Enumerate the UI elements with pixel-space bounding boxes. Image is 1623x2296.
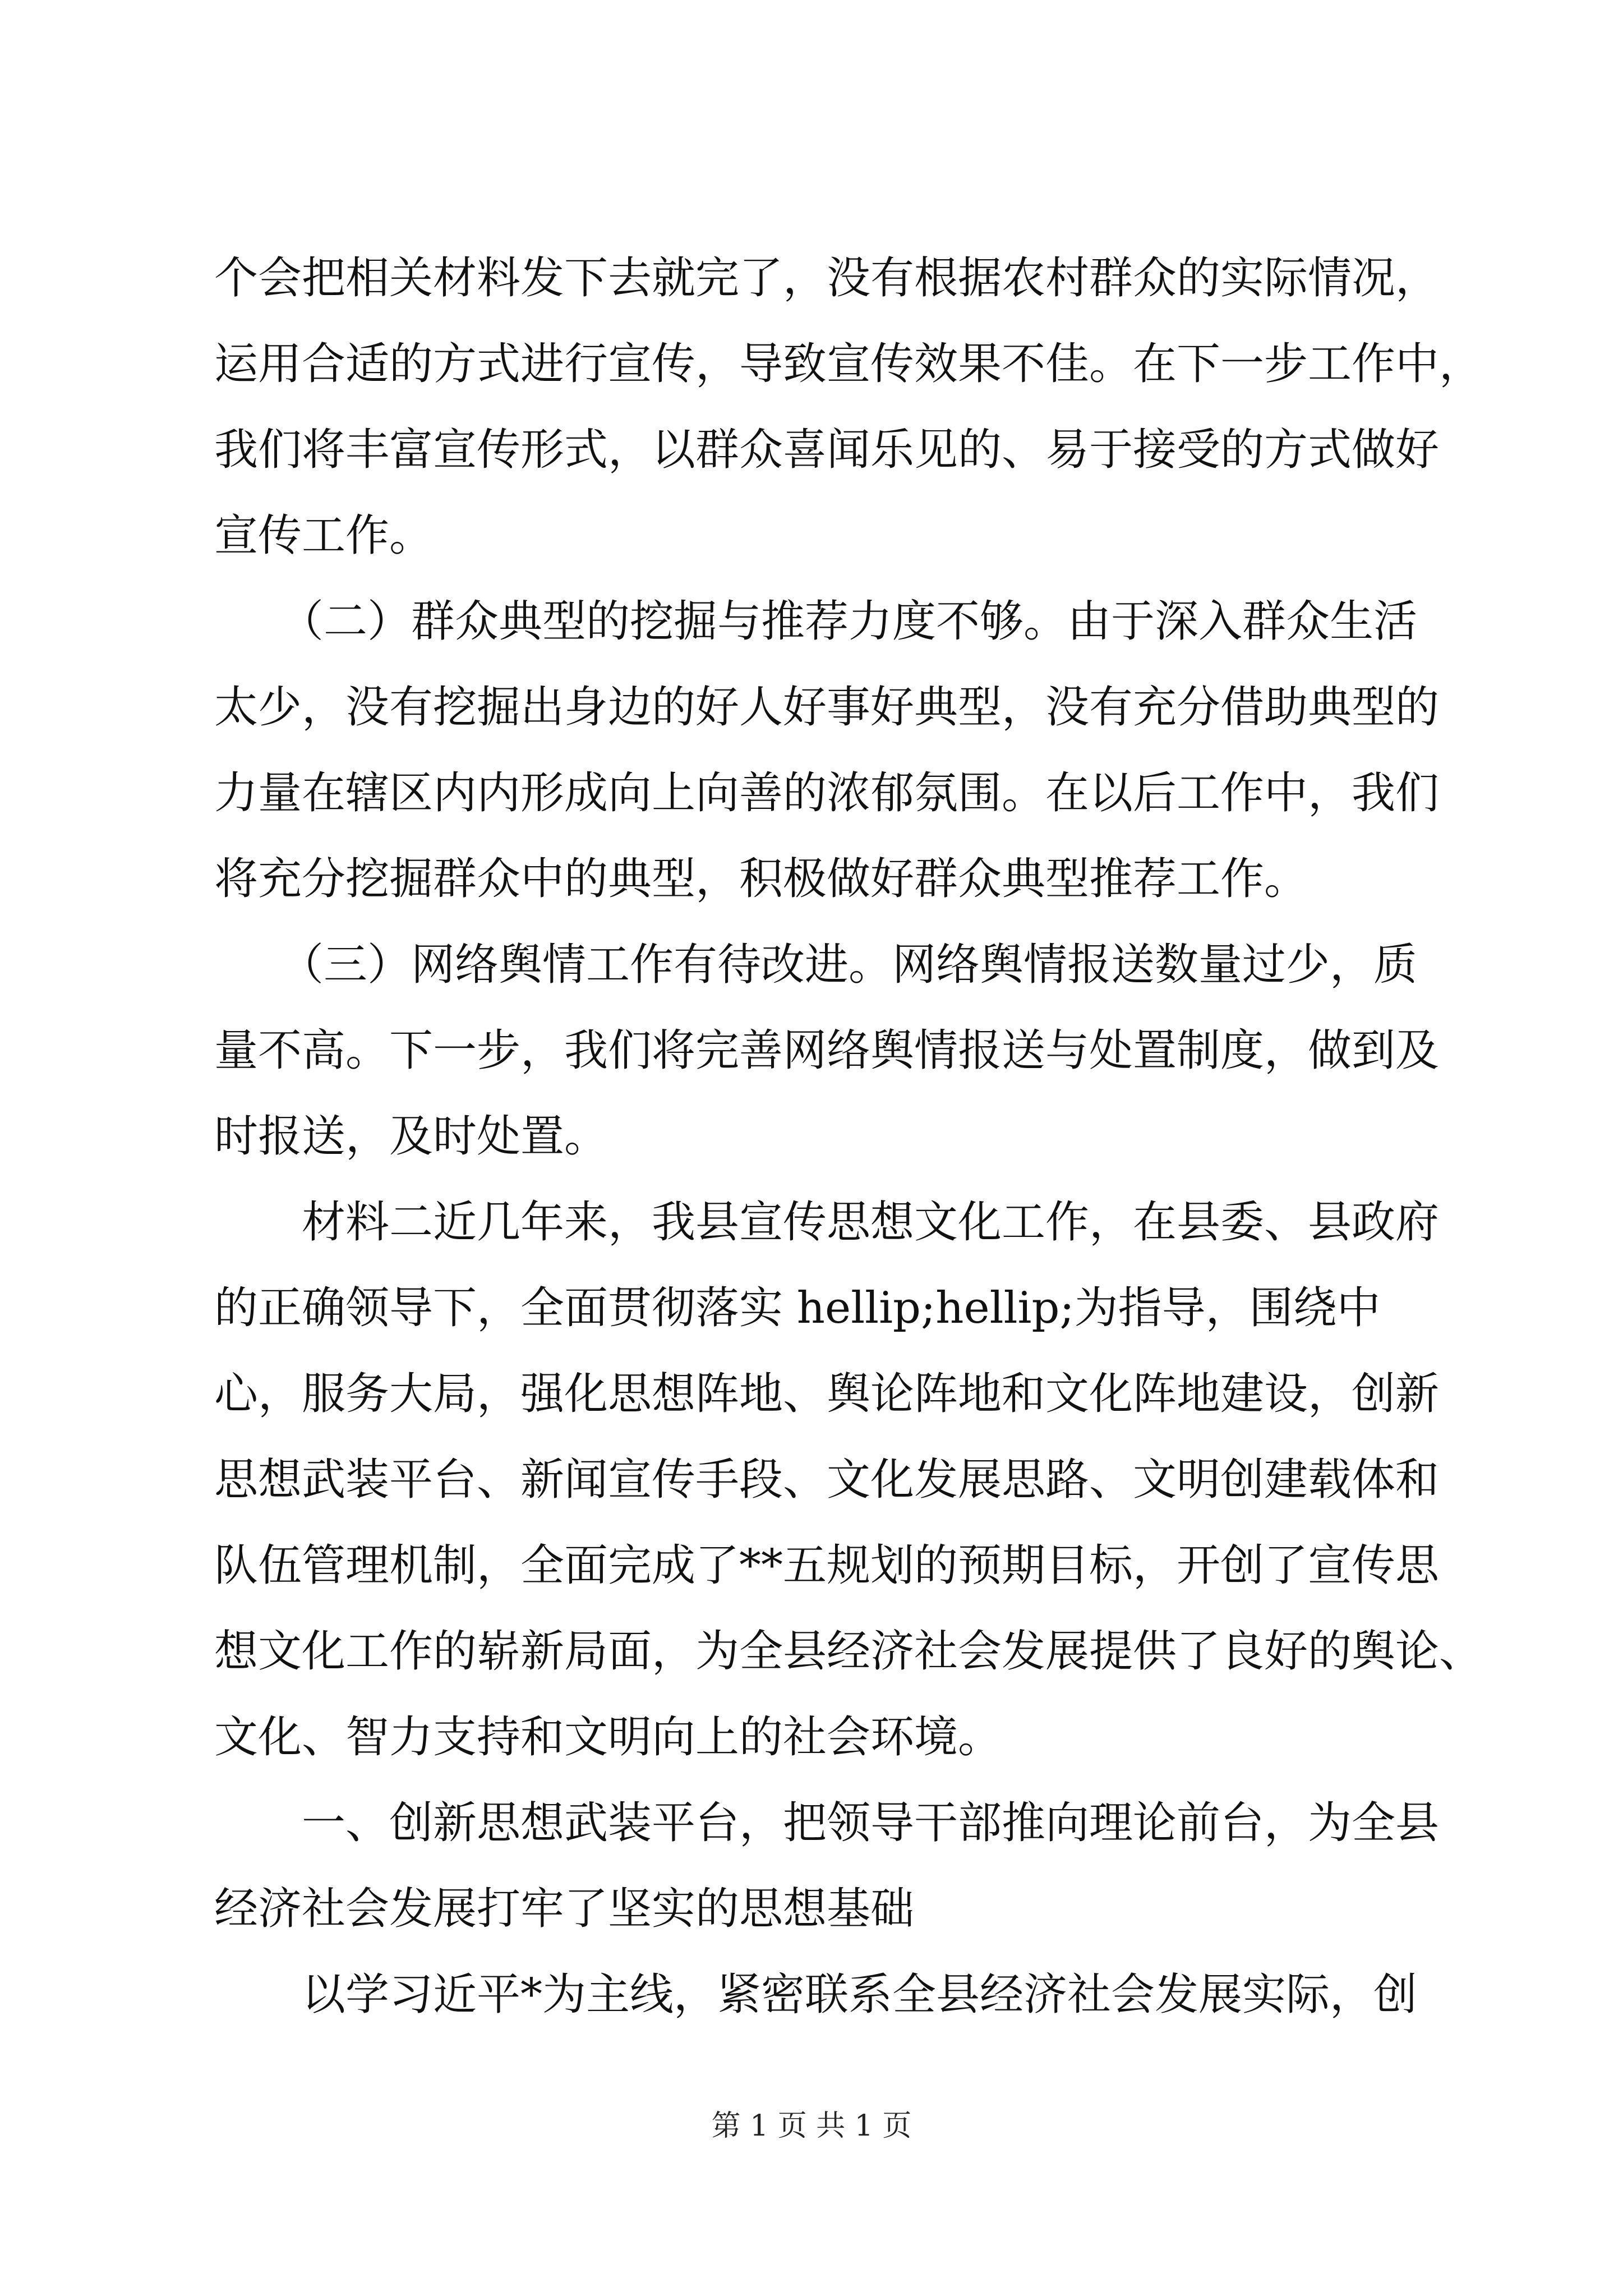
text-line: （二）群众典型的挖掘与推荐力度不够。由于深入群众生活 (214, 596, 1418, 647)
text-line: 力量在辖区内内形成向上向善的浓郁氛围。在以后工作中，我们 (214, 768, 1440, 818)
page-number-footer: 第 1 页 共 1 页 (711, 2109, 912, 2143)
text-line: 将充分挖掘群众中的典型，积极做好群众典型推荐工作。 (214, 854, 1308, 904)
text-line: 时报送，及时处置。 (214, 1111, 608, 1162)
text-line: （三）网络舆情工作有待改进。网络舆情报送数量过少，质 (214, 940, 1418, 990)
text-line: 队伍管理机制，全面完成了**五规划的预期目标，开创了宣传思 (214, 1540, 1440, 1591)
text-line: 文化、智力支持和文明向上的社会环境。 (214, 1712, 1002, 1763)
text-line: 材料二近几年来，我县宣传思想文化工作，在县委、县政府 (214, 1197, 1440, 1248)
document-body (214, 236, 1483, 2038)
text-line: 量不高。下一步，我们将完善网络舆情报送与处置制度，做到及 (214, 1025, 1440, 1076)
text-line: 经济社会发展打牢了坚实的思想基础 (214, 1884, 915, 1934)
text-line: 心，服务大局，强化思想阵地、舆论阵地和文化阵地建设，创新 (214, 1369, 1440, 1419)
text-line: 想文化工作的崭新局面，为全县经济社会发展提供了良好的舆论、 (214, 1626, 1483, 1677)
text-line: 我们将丰富宣传形式，以群众喜闻乐见的、易于接受的方式做好 (214, 425, 1440, 475)
text-line: 以学习近平*为主线，紧密联系全县经济社会发展实际，创 (214, 1970, 1418, 2020)
text-line: 太少，没有挖掘出身边的好人好事好典型，没有充分借助典型的 (214, 682, 1440, 733)
text-line: 个会把相关材料发下去就完了，没有根据农村群众的实际情况， (214, 253, 1440, 303)
text-line: 一、创新思想武装平台，把领导干部推向理论前台，为全县 (214, 1798, 1440, 1848)
text-line: 宣传工作。 (214, 510, 434, 561)
text-line: 运用合适的方式进行宣传，导致宣传效果不佳。在下一步工作中， (214, 339, 1483, 389)
text-line: 的正确领导下，全面贯彻落实 hellip;hellip;为指导，围绕中 (214, 1283, 1381, 1333)
text-line: 思想武装平台、新闻宣传手段、文化发展思路、文明创建载体和 (214, 1455, 1440, 1505)
